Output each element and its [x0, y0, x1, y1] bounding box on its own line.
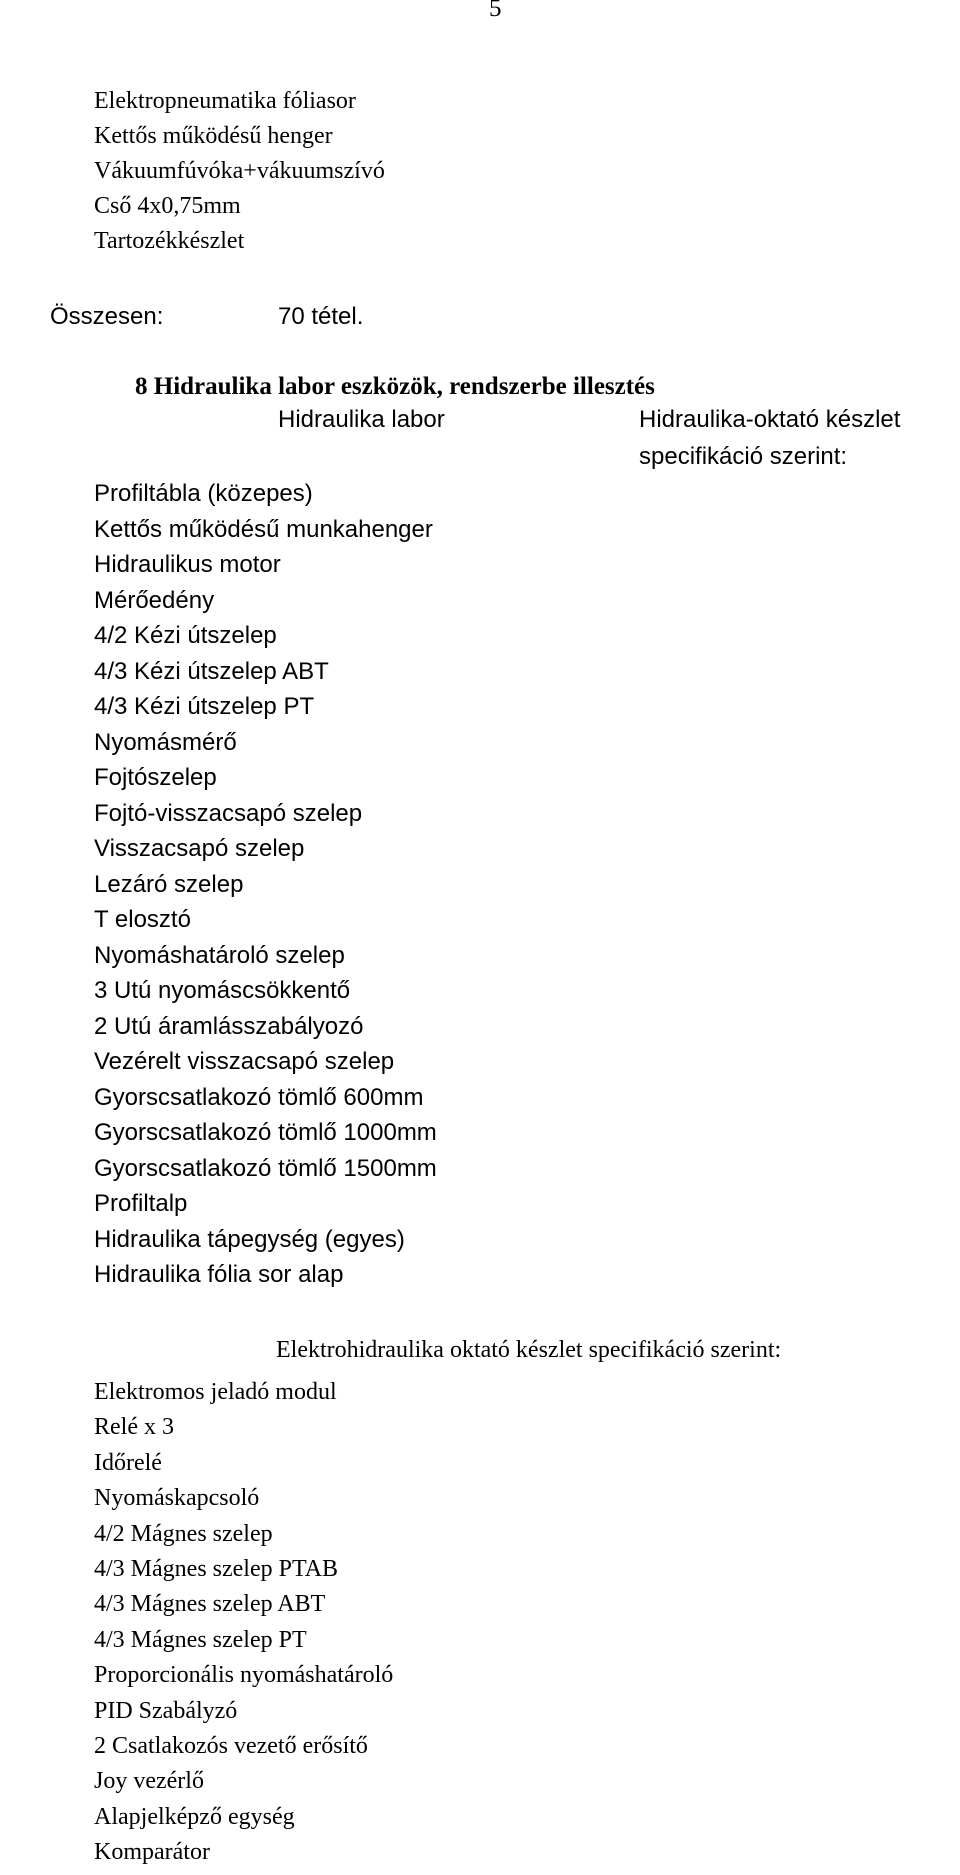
list-item: Hidraulikus motor [94, 551, 281, 578]
list-item: T elosztó [94, 906, 191, 933]
list-item: Lezáró szelep [94, 870, 244, 898]
list-item: Kettős működésű henger [94, 123, 333, 149]
hydraulics-item-list [94, 476, 437, 1293]
list-item: Alapjelképző egység [94, 1803, 295, 1830]
list-item: Kettős működésű munkahenger [94, 515, 433, 543]
list-item: Gyorscsatlakozó tömlő 600mm [94, 1083, 424, 1111]
list-item: Nyomáskapcsoló [94, 1485, 260, 1512]
list-item: Nyomáshatároló szelep [94, 941, 345, 969]
list-item: Elektropneumatika fóliasor [94, 88, 356, 114]
column-label-training-kit: Hidraulika-oktató készlet [639, 406, 901, 433]
total-value: 70 tétel. [278, 303, 364, 330]
list-item: 4/2 Mágnes szelep [94, 1520, 273, 1547]
list-item: Fojtó-visszacsapó szelep [94, 799, 363, 827]
list-item: Profiltalp [94, 1190, 188, 1217]
list-item: Gyorscsatlakozó tömlő 1000mm [94, 1119, 437, 1146]
list-item: Vákuumfúvóka+vákuumszívó [94, 158, 385, 184]
list-item: Nyomásmérő [94, 728, 237, 756]
pneumatics-item-list [94, 84, 385, 259]
list-item: Hidraulika fólia sor alap [94, 1261, 344, 1288]
list-item: Relé x 3 [94, 1414, 174, 1441]
list-item: Komparátor [94, 1839, 210, 1866]
column-label-spec: specifikáció szerint: [639, 443, 848, 470]
list-item: Visszacsapó szelep [94, 835, 305, 862]
total-label: Összesen: [50, 303, 164, 330]
list-item: 4/3 Mágnes szelep PTAB [94, 1556, 339, 1583]
column-label-hydraulics-lab: Hidraulika labor [278, 406, 445, 433]
list-item: 4/3 Kézi útszelep ABT [94, 657, 329, 685]
list-item: Cső 4x0,75mm [94, 193, 241, 219]
section-heading: 8 Hidraulika labor eszközök, rendszerbe illesztés [135, 373, 655, 400]
list-item: Tartozékkészlet [94, 228, 245, 254]
list-item: Gyorscsatlakozó tömlő 1500mm [94, 1154, 437, 1182]
list-item: 4/2 Kézi útszelep [94, 622, 277, 649]
list-item: Vezérelt visszacsapó szelep [94, 1048, 395, 1075]
list-item: Profiltábla (közepes) [94, 480, 313, 507]
electrohydraulics-item-list [94, 1375, 393, 1871]
list-item: Időrelé [94, 1449, 162, 1476]
list-item: Mérőedény [94, 586, 215, 614]
list-item: 4/3 Mágnes szelep ABT [94, 1591, 326, 1618]
list-item: Joy vezérlő [94, 1768, 204, 1795]
list-item: PID Szabályzó [94, 1697, 238, 1724]
electrohydraulics-heading: Elektrohidraulika oktató készlet specifikáció szerint: [276, 1337, 782, 1363]
list-item: Fojtószelep [94, 764, 217, 791]
list-item: Hidraulika tápegység (egyes) [94, 1225, 405, 1253]
list-item: 2 Utú áramlásszabályozó [94, 1012, 364, 1040]
list-item: Proporcionális nyomáshatároló [94, 1662, 394, 1689]
list-item: 2 Csatlakozós vezető erősítő [94, 1733, 368, 1760]
list-item: 3 Utú nyomáscsökkentő [94, 977, 351, 1004]
list-item: 4/3 Mágnes szelep PT [94, 1626, 307, 1653]
list-item: Elektromos jeladó modul [94, 1379, 337, 1405]
list-item: 4/3 Kézi útszelep PT [94, 693, 315, 720]
page-number: 5 [489, 0, 502, 22]
